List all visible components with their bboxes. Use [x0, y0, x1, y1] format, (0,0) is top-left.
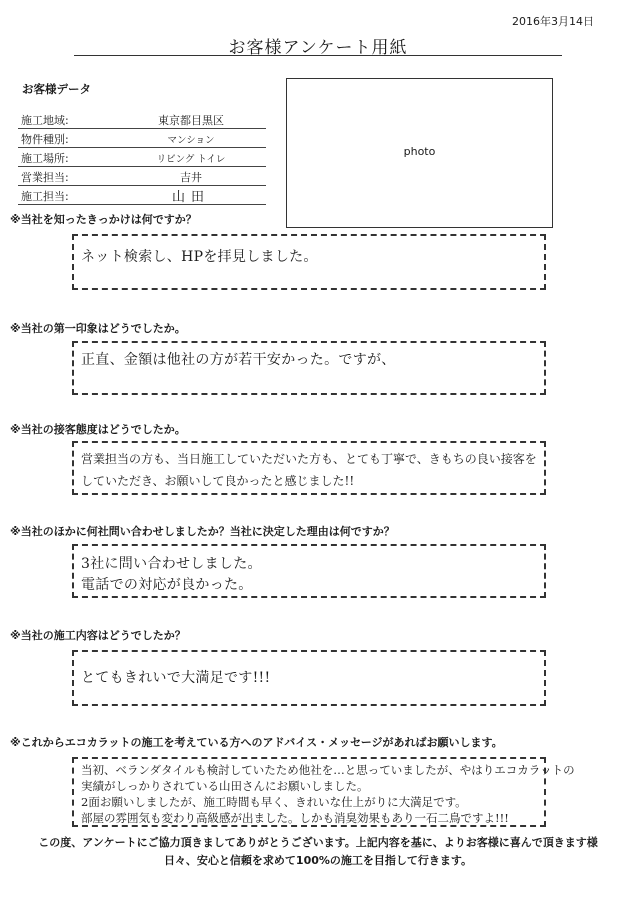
question-4: ※当社のほかに何社問い合わせしましたか？当社に決定した理由は何ですか？: [10, 525, 395, 538]
answer-3-line-2: していただき、お願いして良かったと感じました!!: [81, 474, 355, 488]
answer-3-line-1: 営業担当の方も、当日施工していただいた方も、とても丁寧で、きもちの良い接客を: [81, 452, 537, 466]
answer-6-line-2: 実績がしっかりされている山田さんにお願いしました。: [81, 779, 369, 793]
question-6: ※これからエコカラットの施工を考えている方へのアドバイス・メッセージがあればお願いします。: [10, 736, 503, 749]
answer-box-3: [72, 441, 546, 495]
question-3: ※当社の接客態度はどうでしたか。: [10, 423, 186, 436]
footer-message-line-1: この度、アンケートにご協力頂きましてありがとうございます。上記内容を基に、よりお客様に喜んで頂きます様: [38, 836, 598, 849]
answer-box-5: [72, 650, 546, 706]
survey-date: 2016年3月14日: [512, 15, 594, 28]
area-value: 東京都目黒区: [158, 114, 224, 127]
installer-value: 山田: [171, 190, 210, 205]
question-2: ※当社の第一印象はどうでしたか。: [10, 322, 186, 335]
answer-box-4: [72, 544, 546, 598]
info-row-location: [18, 148, 266, 167]
question-1: ※当社を知ったきっかけは何ですか？: [10, 213, 197, 226]
answer-6-line-4: 部屋の雰囲気も変わり高級感が出ました。しかも消臭効果もあり一石二鳥ですよ!!!: [81, 811, 509, 825]
footer-message-line-2: 日々、安心と信頼を求めて100%の施工を目指して行きます。: [163, 854, 473, 867]
sales-rep-label: 営業担当:: [21, 171, 69, 184]
answer-5-line-1: とてもきれいで大満足です!!!: [81, 670, 271, 686]
answer-1-line-1: ネット検索し、HPを拝見しました。: [81, 249, 318, 265]
location-label: 施工場所:: [21, 152, 69, 165]
location-value: リビング トイレ: [156, 154, 226, 165]
answer-6-line-1: 当初、ベランダタイルも検討していたため他社を…と思っていましたが、やはりエコカラットの: [81, 763, 575, 777]
answer-box-1: [72, 234, 546, 290]
sales-rep-value: 吉井: [180, 171, 202, 184]
answer-box-2: [72, 341, 546, 395]
property-type-value: マンション: [167, 135, 215, 146]
answer-box-6: [72, 757, 575, 827]
answer-2-line-1: 正直、金額は他社の方が若干安かった。ですが、: [81, 352, 396, 368]
answer-4-line-2: 電話での対応が良かった。: [81, 577, 253, 593]
customer-info-table: [18, 110, 266, 205]
info-row-property-type: [18, 129, 266, 148]
info-row-area: [18, 110, 266, 129]
info-row-sales-rep: [18, 167, 266, 186]
answer-4-line-1: 3社に問い合わせしました。: [81, 556, 262, 572]
title-underline: [74, 55, 562, 56]
question-5: ※当社の施工内容はどうでしたか？: [10, 629, 186, 642]
installer-label: 施工担当:: [21, 190, 69, 203]
property-type-label: 物件種別:: [21, 133, 69, 146]
photo-label: photo: [403, 145, 436, 158]
answer-6-line-3: 2面お願いしましたが、施工時間も早く、きれいな仕上がりに大満足です。: [81, 795, 467, 809]
customer-data-heading: お客様データ: [22, 82, 91, 96]
photo-placeholder: [286, 78, 553, 228]
page-title: お客様アンケート用紙: [228, 38, 408, 58]
area-label: 施工地域:: [21, 114, 69, 127]
info-row-installer: [18, 186, 266, 205]
